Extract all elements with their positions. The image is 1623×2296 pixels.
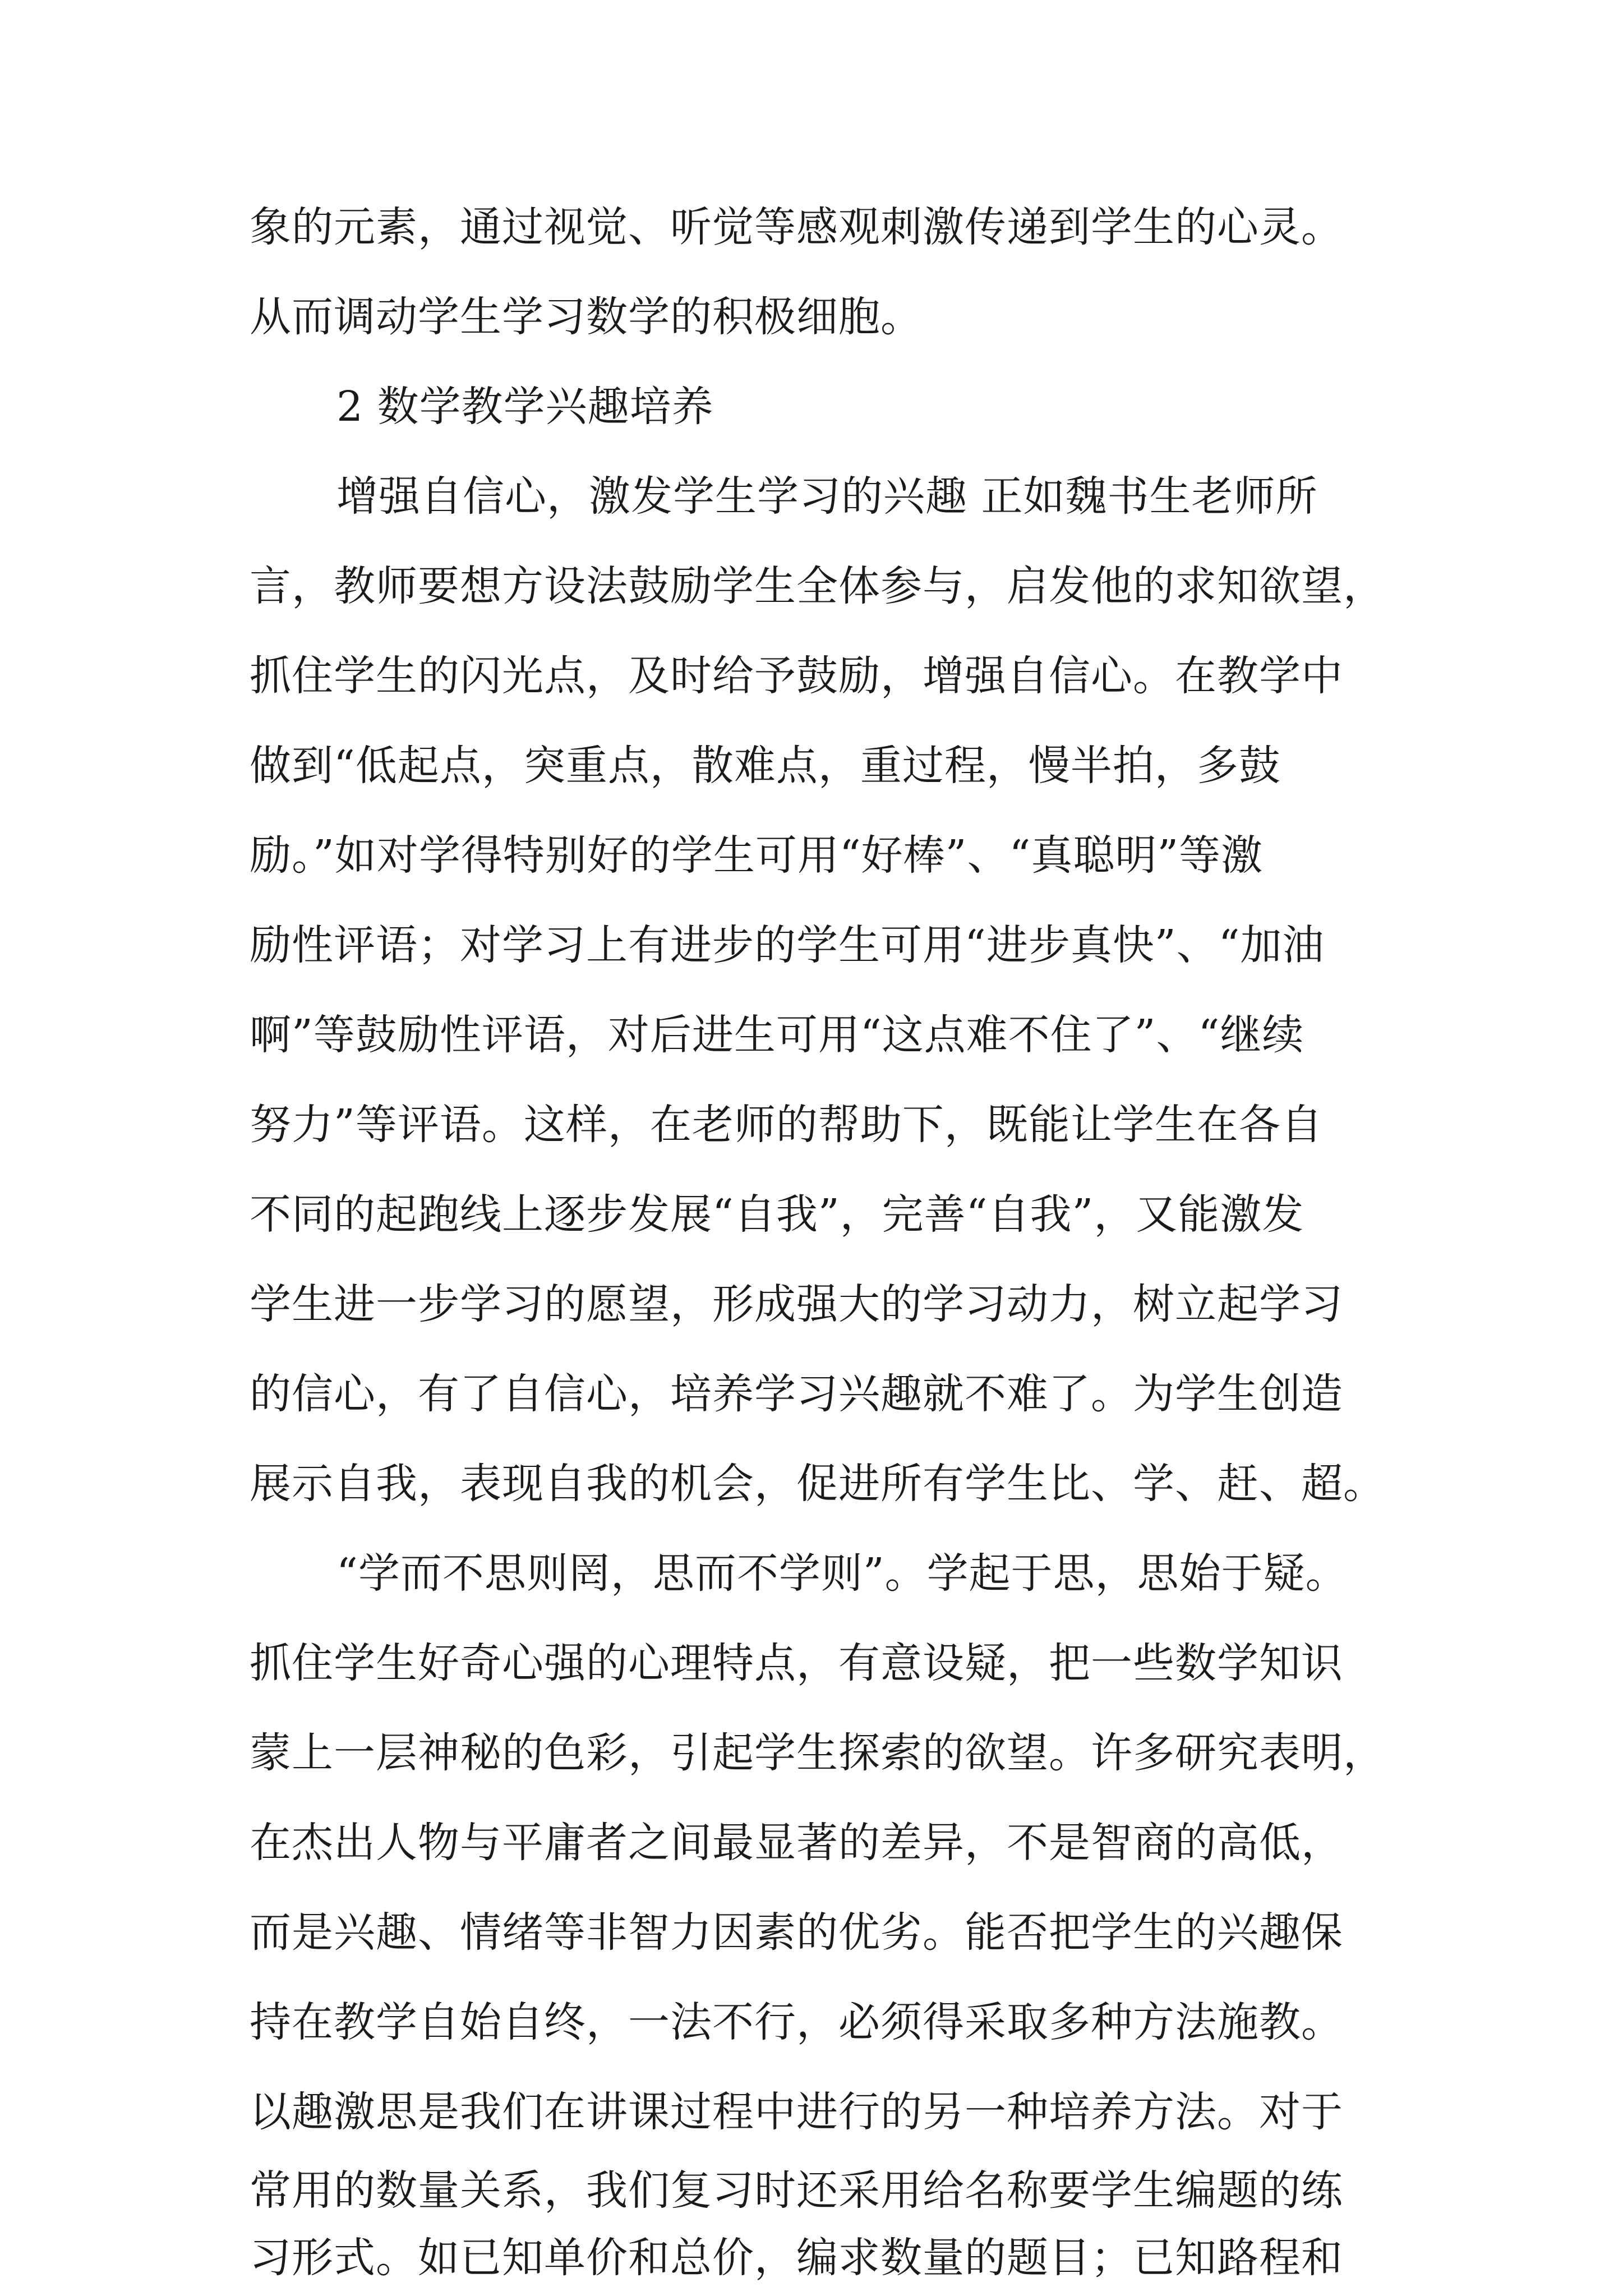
text-line: 啊”等鼓励性评语，对后进生可用“这点难不住了”、“继续 — [250, 1011, 1304, 1059]
text-line: 不同的起跑线上逐步发展“自我”，完善“自我”，又能激发 — [250, 1190, 1304, 1239]
text-line: 励性评语；对学习上有进步的学生可用“进步真快”、“加油 — [250, 921, 1325, 969]
text-line: 蒙上一层神秘的色彩，引起学生探索的欲望。许多研究表明， — [250, 1729, 1385, 1777]
section-heading: 2 数学教学兴趣培养 — [336, 383, 714, 431]
text-line: 增强自信心，激发学生学习的兴趣 正如魏书生老师所 — [336, 472, 1318, 521]
text-line: 做到“低起点，突重点，散难点，重过程，慢半拍，多鼓 — [250, 742, 1281, 790]
text-line: 而是兴趣、情绪等非智力因素的优劣。能否把学生的兴趣保 — [250, 1908, 1343, 1957]
text-line: 努力”等评语。这样，在老师的帮助下，既能让学生在各自 — [250, 1101, 1323, 1149]
text-line: 常用的数量关系，我们复习时还采用给名称要学生编题的练 — [250, 2166, 1343, 2215]
text-line: 的信心，有了自信心，培养学习兴趣就不难了。为学生创造 — [250, 1370, 1343, 1418]
text-line: 以趣激思是我们在讲课过程中进行的另一种培养方法。对于 — [250, 2088, 1343, 2136]
text-line: 言，教师要想方设法鼓励学生全体参与，启发他的求知欲望， — [250, 562, 1385, 610]
text-line: 在杰出人物与平庸者之间最显著的差异，不是智商的高低， — [250, 1819, 1343, 1867]
text-line: 抓住学生的闪光点，及时给予鼓励，增强自信心。在教学中 — [250, 652, 1343, 700]
text-line: 象的元素，通过视觉、听觉等感观刺激传递到学生的心灵。 — [250, 203, 1343, 251]
text-line: 抓住学生好奇心强的心理特点，有意设疑，把一些数学知识 — [250, 1639, 1343, 1687]
text-line: 学生进一步学习的愿望，形成强大的学习动力，树立起学习 — [250, 1280, 1343, 1328]
text-line: 持在教学自始自终，一法不行，必须得采取多种方法施教。 — [250, 1998, 1343, 2046]
text-line: 励。”如对学得特别好的学生可用“好棒”、“真聪明”等激 — [250, 831, 1264, 880]
text-line: 习形式。如已知单价和总价，编求数量的题目；已知路程和 — [250, 2234, 1343, 2282]
text-line: “学而不思则罔，思而不学则”。学起于思，思始于疑。 — [336, 1549, 1348, 1598]
text-line: 从而调动学生学习数学的积极细胞。 — [250, 293, 923, 341]
text-line: 展示自我，表现自我的机会，促进所有学生比、学、赶、超。 — [250, 1460, 1385, 1508]
